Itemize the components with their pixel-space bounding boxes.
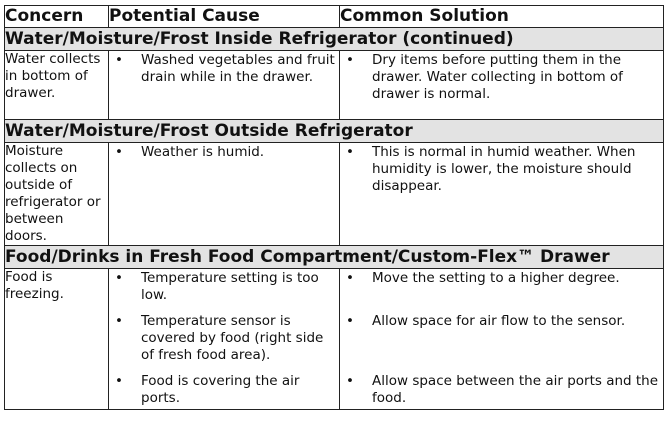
table-row — [5, 51, 664, 120]
bullet-icon: • — [115, 52, 123, 68]
solution-item — [340, 373, 663, 407]
cause-item — [109, 373, 339, 407]
section-title: Water/Moisture/Frost Inside Refrigerator (continued) — [5, 28, 664, 51]
concern-cell: Food is freezing. — [5, 269, 109, 410]
solution-item — [340, 52, 663, 103]
concern-cell: Moisture collects on outside of refrigerator or between doors. — [5, 143, 109, 246]
cause-item — [109, 270, 339, 304]
section-title: Water/Moisture/Frost Outside Refrigerator — [5, 120, 664, 143]
solution-text: This is normal in humid weather. When humidity is lower, the moisture should disappear. — [372, 144, 636, 194]
concern-column-header: Concern — [5, 6, 109, 28]
bullet-icon: • — [115, 144, 123, 160]
header-row — [5, 6, 664, 28]
bullet-icon: • — [346, 144, 354, 160]
cause-text: Weather is humid. — [141, 144, 265, 160]
solution-item — [340, 270, 663, 287]
solution-text: Allow space between the air ports and the food. — [372, 373, 659, 406]
bullet-icon: • — [346, 313, 354, 329]
bullet-icon: • — [346, 52, 354, 68]
cause-cell — [109, 269, 340, 410]
cause-cell — [109, 143, 340, 246]
bullet-icon: • — [346, 373, 354, 389]
cause-text: Food is covering the air ports. — [141, 373, 300, 406]
cause-item — [109, 52, 339, 86]
cause-item — [109, 313, 339, 364]
solution-item — [340, 144, 663, 195]
potential-cause-column-header: Potential Cause — [109, 6, 340, 28]
cause-cell — [109, 51, 340, 120]
cause-text: Washed vegetables and fruit drain while in the drawer. — [141, 52, 335, 85]
table-row — [5, 143, 664, 246]
table-row — [5, 269, 664, 410]
solution-cell — [340, 51, 664, 120]
bullet-icon: • — [115, 270, 123, 286]
cause-text: Temperature sensor is covered by food (right side of fresh food area). — [141, 313, 324, 363]
solution-cell — [340, 143, 664, 246]
cause-text: Temperature setting is too low. — [141, 270, 319, 303]
section-header-row — [5, 120, 664, 143]
solution-text: Dry items before putting them in the drawer. Water collecting in bottom of drawer is normal. — [372, 52, 623, 102]
solution-text: Allow space for air flow to the sensor. — [372, 313, 626, 329]
section-title: Food/Drinks in Fresh Food Compartment/Custom-Flex™ Drawer — [5, 246, 664, 269]
bullet-icon: • — [115, 373, 123, 389]
section-header-row — [5, 246, 664, 269]
troubleshooting-table — [4, 5, 664, 410]
solution-item — [340, 313, 663, 330]
bullet-icon: • — [346, 270, 354, 286]
bullet-icon: • — [115, 313, 123, 329]
section-header-row — [5, 28, 664, 51]
cause-item — [109, 144, 339, 161]
solution-text: Move the setting to a higher degree. — [372, 270, 620, 286]
concern-cell: Water collects in bottom of drawer. — [5, 51, 109, 120]
common-solution-column-header: Common Solution — [340, 6, 664, 28]
solution-cell — [340, 269, 664, 410]
